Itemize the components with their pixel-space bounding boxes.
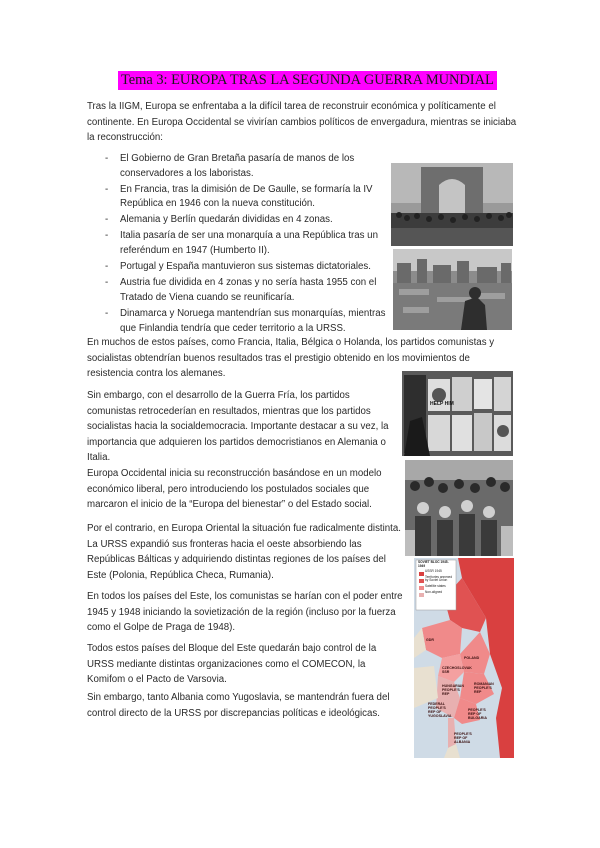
map-label: CZECHOSLOVAK SSR [442, 666, 472, 674]
bullet-list [105, 152, 390, 338]
legend-item: Territories annexed by Soviet Union [425, 574, 453, 583]
legend-item: Non-aligned [425, 589, 443, 594]
list-item: - El Gobierno de Gran Bretaña pasaría de manos de los conservadores a los laboristas. [105, 153, 355, 179]
list-item: - Italia pasaría de ser una monarquía a una República tras un referéndum en 1947 (Humberto II). [105, 230, 378, 257]
list-item: - Austria fue dividida en 4 zonas y no sería hasta 1955 con el Tratado de Viena cuando se reunificaría. [105, 277, 377, 303]
map-label: PEOPLE'S REP OF BULGARIA [468, 708, 487, 720]
map-label: ROMANIAN PEOPLE'S REP [474, 682, 494, 694]
list-item: - Alemania y Berlín quedarán divididas en 4 zonas. [105, 214, 333, 226]
paragraph-5: En todos los países del Este, los comunistas se harían con el poder entre 1945 y 1948 iniciando la sovietización de la región (incluso por la fuerza como el Golpe de Praga de 1948). [87, 591, 403, 634]
legend-item: USSR 1945 [425, 569, 442, 574]
paragraph-4: Por el contrario, en Europa Oriental la situación fue radicalmente distinta. La URSS expandió sus fronteras hacia el oeste absorbiendo las Repúblicas Bálticas y adquiriendo distintas regiones de los países del Este (Polonia, República Checa, Rumania). [87, 523, 401, 581]
map-label: HUNGARIAN PEOPLE'S REP [442, 684, 464, 696]
legend-item: Satellite states [425, 583, 446, 588]
paragraph-3: Europa Occidental inicia su reconstrucción basándose en un modelo económico liberal, pero introduciendo los postulados sociales que marcaron el inicio de la “Europa del bienestar” o del Estado social. [87, 468, 382, 511]
intro-paragraph: Tras la IIGM, Europa se enfrentaba a la difícil tarea de reconstruir económica y políticamente el continente. En Europa Occidental se vivirían cambios políticos de envergadura, mientras se iniciaba la reconstrucción: [87, 101, 517, 144]
list-item: - En Francia, tras la dimisión de De Gaulle, se formaría la IV República en 1946 con la nueva constitución. [105, 183, 373, 210]
election-posters-photo [402, 371, 513, 456]
paragraph-1: En muchos de estos países, como Francia, Italia, Bélgica o Holanda, los partidos comunistas y socialistas obtendrían buenos resultados tras el prestigio obtenido en los movimientos de resistencia contra los alemanes. [87, 337, 495, 380]
list-item: - Dinamarca y Noruega mantendrían sus monarquías, mientras que Finlandia tendría que ceder territorio a la URSS. [105, 307, 386, 334]
ruined-city-photo [393, 249, 512, 330]
map-legend-title: SOVIET BLOC 1945-1949 [418, 560, 449, 568]
poster-text: HELP HIM [430, 401, 454, 407]
arc-de-triomphe-photo [391, 163, 513, 246]
paragraph-2: Sin embargo, con el desarrollo de la Guerra Fría, los partidos comunistas retrocederían en resultados, mientras que los partidos socialistas hacia la socialdemocracia. Importante destacar a su vez, la importancia que adquieren los partidos democristianos en Alemania o Italia. [87, 390, 389, 464]
paragraph-7: Sin embargo, tanto Albania como Yugoslavia, se mantendrán fuera del control directo de la URSS por discrepancias políticas e ideológicas. [87, 692, 390, 719]
page-title: Tema 3: EUROPA TRAS LA SEGUNDA GUERRA MUNDIAL [118, 71, 497, 90]
map-label: PEOPLE'S REP OF ALBANIA [454, 732, 472, 744]
list-item: - Portugal y España mantuvieron sus sistemas dictatoriales. [105, 261, 371, 273]
map-label: GDR [426, 638, 434, 642]
paragraph-6: Todos estos países del Bloque del Este quedarán bajo control de la URSS mediante distintas organizaciones como el COMECON, la Komifom o el Pacto de Varsovia. [87, 643, 377, 686]
map-label: POLAND [464, 656, 480, 660]
crowd-photo [405, 460, 513, 556]
soviet-bloc-map [414, 558, 514, 758]
map-label: FEDERAL PEOPLE'S REP OF YUGOSLAVIA [428, 702, 452, 718]
